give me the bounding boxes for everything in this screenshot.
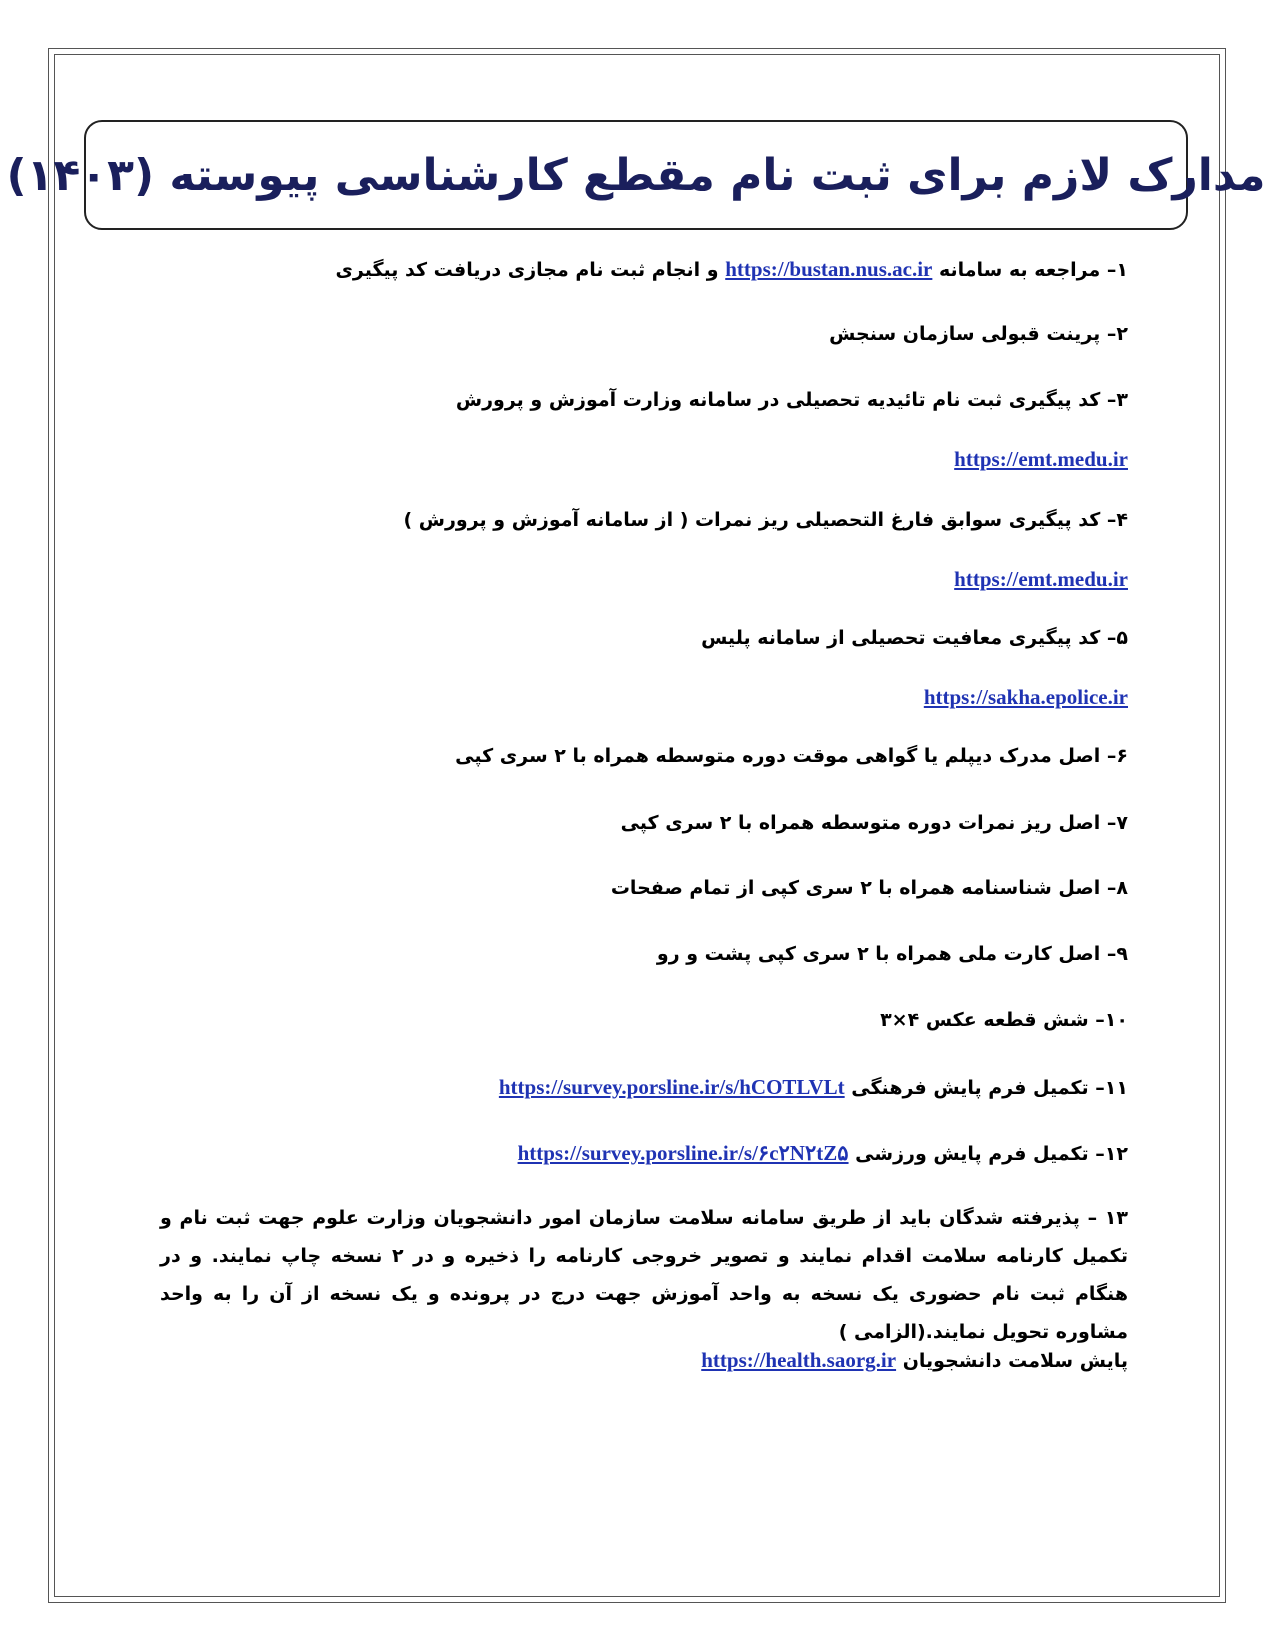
item-number: ۱۲ <box>1104 1143 1128 1165</box>
item-number: ۶ <box>1116 745 1128 767</box>
item-text: – تکمیل فرم پایش ورزشی <box>848 1143 1105 1165</box>
item-text: – کد پیگیری ثبت نام تائیدیه تحصیلی در سامانه وزارت آموزش و پرورش <box>455 389 1117 411</box>
survey-sport-link[interactable]: https://survey.porsline.ir/s/۶c۲N۲tZ۵ <box>517 1141 849 1165</box>
list-item-4 <box>403 509 1128 531</box>
bustan-link[interactable]: https://bustan.nus.ac.ir <box>725 257 933 281</box>
item-text: – شش قطعه عکس ۴×۳ <box>880 1009 1105 1031</box>
item-text: – تکمیل فرم پایش فرهنگی <box>844 1077 1105 1099</box>
list-item-13 <box>160 1199 1128 1351</box>
list-item-2 <box>829 323 1128 345</box>
item-number: ۸ <box>1116 877 1128 899</box>
list-item-7 <box>621 812 1128 834</box>
list-item-1 <box>335 257 1128 282</box>
emt-link-2[interactable]: https://emt.medu.ir <box>954 567 1128 591</box>
health-line <box>701 1348 1128 1373</box>
list-item-5 <box>701 627 1128 649</box>
list-item-12 <box>518 1141 1128 1166</box>
item-number: ۲ <box>1116 323 1128 345</box>
list-item-5-link-line <box>924 685 1128 710</box>
item-number: ۱ <box>1116 259 1128 281</box>
item-text: – اصل کارت ملی همراه با ۲ سری کپی پشت و رو <box>656 943 1117 965</box>
item-text: – اصل مدرک دیپلم یا گواهی موقت دوره متوسطه همراه با ۲ سری کپی <box>455 745 1117 767</box>
item-number: ۳ <box>1116 389 1128 411</box>
item-text: – پذیرفته شدگان باید از طریق سامانه سلامت سازمان امور دانشجویان وزارت علوم جهت ثبت نام و تکمیل کارنامه سلامت اقدام نمایند و تصویر خروجی کارنامه را ذخیره و در ۲ نسخه چاپ نمایند. و در هنگام ثبت نام حضوری یک نسخه به واحد آموزش جهت درج در پرونده و یک نسخه از آن را به واحد مشاوره تحویل نمایند.(الزامی ) <box>160 1207 1128 1343</box>
item-text: – اصل ریز نمرات دوره متوسطه همراه با ۲ سری کپی <box>620 812 1117 834</box>
item-text-after: و انجام ثبت نام مجازی دریافت کد پیگیری <box>335 259 726 281</box>
list-item-3-link-line <box>954 447 1128 472</box>
item-number: ۱۱ <box>1104 1077 1128 1099</box>
item-number: ۹ <box>1116 943 1128 965</box>
survey-culture-link[interactable]: https://survey.porsline.ir/s/hCOTLVLt <box>498 1075 845 1099</box>
list-item-10 <box>880 1009 1128 1031</box>
title-box <box>6 120 1266 230</box>
list-item-6 <box>455 745 1128 767</box>
epolice-link[interactable]: https://sakha.epolice.ir <box>923 685 1128 709</box>
item-number: ۷ <box>1116 812 1128 834</box>
list-item-9 <box>657 943 1128 965</box>
list-item-4-link-line <box>954 567 1128 592</box>
list-item-3 <box>456 389 1128 411</box>
item-number: ۱۳ <box>1104 1207 1128 1229</box>
item-number: ۵ <box>1116 627 1128 649</box>
list-item-11 <box>499 1075 1128 1100</box>
item-text: – کد پیگیری معافیت تحصیلی از سامانه پلیس <box>701 627 1117 649</box>
item-text: – مراجعه به سامانه <box>932 259 1117 281</box>
list-item-8 <box>611 877 1128 899</box>
health-link[interactable]: https://health.saorg.ir <box>701 1348 897 1372</box>
health-label: پایش سلامت دانشجویان <box>896 1350 1128 1372</box>
item-text: – اصل شناسنامه همراه با ۲ سری کپی از تمام صفحات <box>610 877 1117 899</box>
page-title: مدارک لازم برای ثبت نام مقطع کارشناسی پیوسته (۱۴۰۳) <box>6 149 1266 201</box>
item-number: ۱۰ <box>1104 1009 1128 1031</box>
emt-link[interactable]: https://emt.medu.ir <box>954 447 1128 471</box>
item-text: – کد پیگیری سوابق فارغ التحصیلی ریز نمرات ( از سامانه آموزش و پرورش ) <box>403 509 1117 531</box>
item-number: ۴ <box>1116 509 1128 531</box>
item-text: – پرینت قبولی سازمان سنجش <box>829 323 1117 345</box>
